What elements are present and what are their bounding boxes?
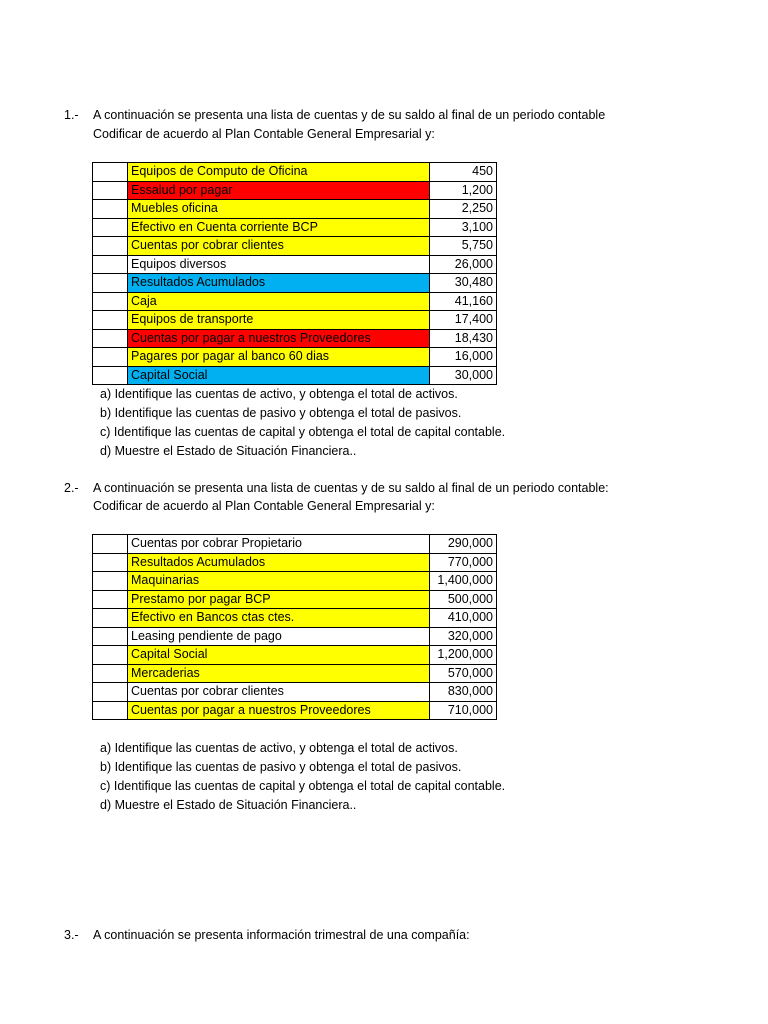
- code-cell: [93, 627, 128, 646]
- account-row: [93, 311, 497, 330]
- account-row: [93, 535, 497, 554]
- account-value: 570,000: [430, 664, 497, 683]
- account-name: Equipos de transporte: [128, 311, 430, 330]
- account-row: [93, 553, 497, 572]
- exercise-3-number: 3.-: [64, 928, 79, 942]
- exercise-1-instruction: Codificar de acuerdo al Plan Contable General Empresarial y:: [93, 127, 435, 141]
- account-row: [93, 627, 497, 646]
- account-name: Efectivo en Cuenta corriente BCP: [128, 218, 430, 237]
- account-row: [93, 590, 497, 609]
- account-value: 5,750: [430, 237, 497, 256]
- code-cell: [93, 572, 128, 591]
- account-value: 710,000: [430, 701, 497, 720]
- account-value: 16,000: [430, 348, 497, 367]
- account-row: [93, 572, 497, 591]
- code-cell: [93, 237, 128, 256]
- account-value: 1,200: [430, 181, 497, 200]
- account-row: [93, 701, 497, 720]
- code-cell: [93, 348, 128, 367]
- code-cell: [93, 590, 128, 609]
- account-name: Muebles oficina: [128, 200, 430, 219]
- account-value: 290,000: [430, 535, 497, 554]
- account-row: [93, 255, 497, 274]
- account-name: Leasing pendiente de pago: [128, 627, 430, 646]
- question-item: b) Identifique las cuentas de pasivo y obtenga el total de pasivos.: [100, 760, 462, 774]
- code-cell: [93, 255, 128, 274]
- account-value: 30,480: [430, 274, 497, 293]
- account-name: Caja: [128, 292, 430, 311]
- code-cell: [93, 329, 128, 348]
- account-row: [93, 683, 497, 702]
- question-item: d) Muestre el Estado de Situación Financiera..: [100, 798, 357, 812]
- account-value: 30,000: [430, 366, 497, 385]
- code-cell: [93, 683, 128, 702]
- account-value: 500,000: [430, 590, 497, 609]
- exercise-2-instruction: Codificar de acuerdo al Plan Contable General Empresarial y:: [93, 499, 435, 513]
- account-name: Resultados Acumulados: [128, 553, 430, 572]
- code-cell: [93, 664, 128, 683]
- account-name: Capital Social: [128, 646, 430, 665]
- account-name: Mercaderias: [128, 664, 430, 683]
- account-name: Maquinarias: [128, 572, 430, 591]
- account-name: Equipos de Computo de Oficina: [128, 163, 430, 182]
- account-value: 1,200,000: [430, 646, 497, 665]
- code-cell: [93, 200, 128, 219]
- code-cell: [93, 366, 128, 385]
- exercise-2-intro: A continuación se presenta una lista de cuentas y de su saldo al final de un periodo contable:: [93, 481, 609, 495]
- exercise-2-number: 2.-: [64, 481, 79, 495]
- account-name: Cuentas por cobrar clientes: [128, 237, 430, 256]
- account-value: 770,000: [430, 553, 497, 572]
- exercise-1-intro: A continuación se presenta una lista de cuentas y de su saldo al final de un periodo contable: [93, 108, 606, 122]
- exercise-1-number: 1.-: [64, 108, 79, 122]
- question-item: b) Identifique las cuentas de pasivo y obtenga el total de pasivos.: [100, 406, 462, 420]
- question-item: c) Identifique las cuentas de capital y obtenga el total de capital contable.: [100, 779, 506, 793]
- account-value: 18,430: [430, 329, 497, 348]
- account-value: 17,400: [430, 311, 497, 330]
- code-cell: [93, 553, 128, 572]
- account-name: Essalud por pagar: [128, 181, 430, 200]
- account-value: 320,000: [430, 627, 497, 646]
- account-row: [93, 366, 497, 385]
- account-value: 450: [430, 163, 497, 182]
- account-value: 1,400,000: [430, 572, 497, 591]
- account-row: [93, 237, 497, 256]
- account-row: [93, 292, 497, 311]
- account-name: Capital Social: [128, 366, 430, 385]
- account-name: Cuentas por cobrar clientes: [128, 683, 430, 702]
- code-cell: [93, 535, 128, 554]
- account-name: Cuentas por cobrar Propietario: [128, 535, 430, 554]
- code-cell: [93, 292, 128, 311]
- account-row: [93, 274, 497, 293]
- code-cell: [93, 274, 128, 293]
- account-name: Pagares por pagar al banco 60 dias: [128, 348, 430, 367]
- code-cell: [93, 163, 128, 182]
- question-item: d) Muestre el Estado de Situación Financiera..: [100, 444, 357, 458]
- question-item: a) Identifique las cuentas de activo, y obtenga el total de activos.: [100, 741, 458, 755]
- code-cell: [93, 218, 128, 237]
- code-cell: [93, 311, 128, 330]
- question-item: a) Identifique las cuentas de activo, y obtenga el total de activos.: [100, 387, 458, 401]
- account-value: 26,000: [430, 255, 497, 274]
- account-row: [93, 609, 497, 628]
- account-row: [93, 181, 497, 200]
- account-row: [93, 646, 497, 665]
- account-row: [93, 163, 497, 182]
- account-row: [93, 218, 497, 237]
- account-row: [93, 664, 497, 683]
- account-name: Efectivo en Bancos ctas ctes.: [128, 609, 430, 628]
- account-value: 410,000: [430, 609, 497, 628]
- account-value: 2,250: [430, 200, 497, 219]
- question-item: c) Identifique las cuentas de capital y obtenga el total de capital contable.: [100, 425, 506, 439]
- account-row: [93, 348, 497, 367]
- exercise-2-accounts-table: [92, 534, 497, 720]
- account-name: Cuentas por pagar a nuestros Proveedores: [128, 329, 430, 348]
- exercise-1-accounts-table: [92, 162, 497, 385]
- account-value: 41,160: [430, 292, 497, 311]
- account-name: Prestamo por pagar BCP: [128, 590, 430, 609]
- account-row: [93, 329, 497, 348]
- account-name: Resultados Acumulados: [128, 274, 430, 293]
- account-row: [93, 200, 497, 219]
- account-name: Cuentas por pagar a nuestros Proveedores: [128, 701, 430, 720]
- code-cell: [93, 701, 128, 720]
- account-value: 3,100: [430, 218, 497, 237]
- exercise-3-intro: A continuación se presenta información trimestral de una compañía:: [93, 928, 470, 942]
- account-name: Equipos diversos: [128, 255, 430, 274]
- code-cell: [93, 609, 128, 628]
- code-cell: [93, 646, 128, 665]
- account-value: 830,000: [430, 683, 497, 702]
- code-cell: [93, 181, 128, 200]
